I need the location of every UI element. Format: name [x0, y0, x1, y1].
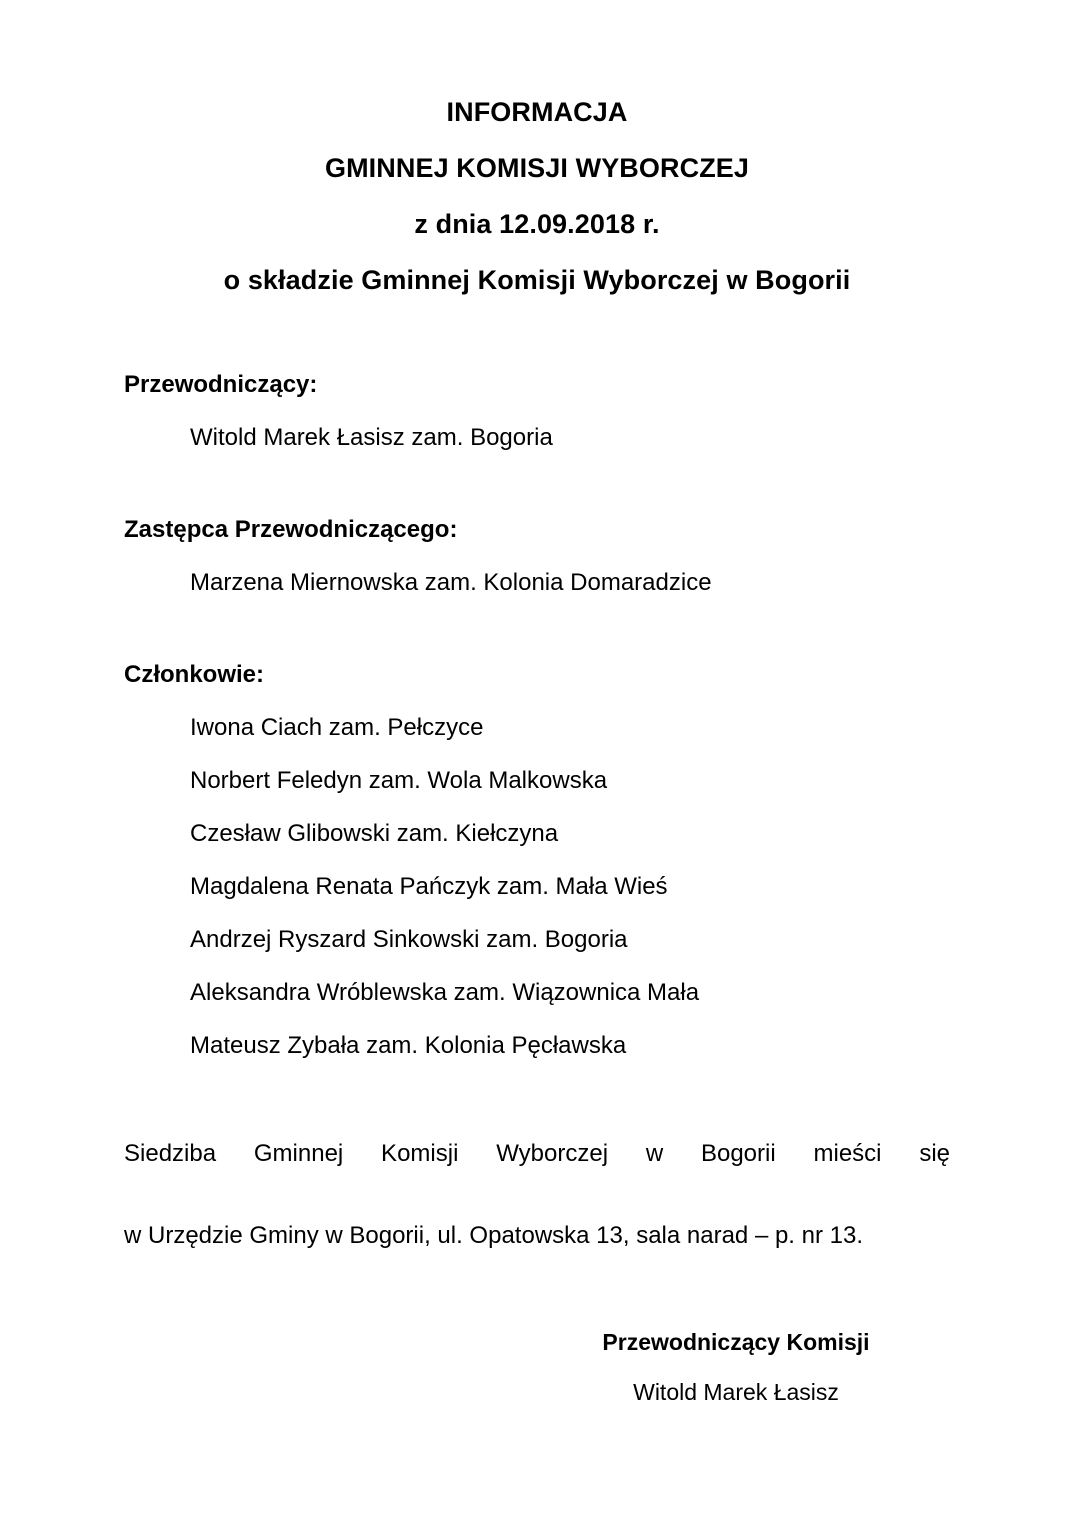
- spacer: [124, 902, 950, 925]
- list-item: Aleksandra Wróblewska zam. Wiązownica Mała: [190, 979, 700, 1006]
- section-heading-members: Członkowie:: [124, 661, 265, 688]
- title-date: z dnia 12.09.2018 r.: [414, 209, 660, 239]
- address-line-2: w Urzędzie Gminy w Bogorii, ul. Opatowska 13, sala narad – p. nr 13.: [124, 1222, 864, 1249]
- list-item: Czesław Glibowski zam. Kiełczyna: [190, 820, 559, 847]
- spacer: [124, 849, 950, 872]
- spacer: [124, 743, 950, 766]
- spacer: [124, 400, 950, 423]
- spacer: [124, 598, 950, 660]
- person-list-members: [124, 713, 950, 1061]
- address-line-1: Siedziba Gminnej Komisji Wyborczej w Bogorii mieści się: [124, 1140, 950, 1167]
- document-title-block: [124, 0, 950, 308]
- spacer: [124, 545, 950, 568]
- spacer: [124, 955, 950, 978]
- list-item: Witold Marek Łasisz zam. Bogoria: [190, 424, 553, 451]
- spacer: [124, 690, 950, 713]
- person-list-chairman: [124, 423, 950, 453]
- spacer: [124, 796, 950, 819]
- document-content: [124, 0, 950, 1408]
- section-heading-deputy-chairman: Zastępca Przewodniczącego:: [124, 516, 458, 543]
- list-item: Iwona Ciach zam. Pełczyce: [190, 714, 484, 741]
- title-subject: o składzie Gminnej Komisji Wyborczej w Bogorii: [223, 265, 851, 295]
- list-item: Magdalena Renata Pańczyk zam. Mała Wieś: [190, 873, 668, 900]
- signature-name: Witold Marek Łasisz: [633, 1379, 839, 1405]
- spacer: [124, 1008, 950, 1031]
- person-list-deputy-chairman: [124, 568, 950, 598]
- list-item: Marzena Miernowska zam. Kolonia Domaradzice: [190, 569, 712, 596]
- section-chairman: [124, 370, 950, 453]
- office-address-block: [124, 1133, 950, 1256]
- section-deputy-chairman: [124, 515, 950, 598]
- list-item: Mateusz Zybała zam. Kolonia Pęcławska: [190, 1032, 627, 1059]
- spacer: [522, 1358, 950, 1376]
- section-members: [124, 660, 950, 1061]
- office-address-paragraph: [124, 1133, 950, 1256]
- signature-role: Przewodniczący Komisji: [602, 1329, 870, 1355]
- committee-sections: [124, 370, 950, 1061]
- spacer: [124, 453, 950, 515]
- section-heading-chairman: Przewodniczący:: [124, 371, 318, 398]
- title-subtitle-authority: GMINNEJ KOMISJI WYBORCZEJ: [324, 153, 750, 183]
- signature-block: [124, 1326, 950, 1408]
- list-item: Norbert Feledyn zam. Wola Malkowska: [190, 767, 608, 794]
- page-title: INFORMACJA: [446, 97, 628, 127]
- list-item: Andrzej Ryszard Sinkowski zam. Bogoria: [190, 926, 628, 953]
